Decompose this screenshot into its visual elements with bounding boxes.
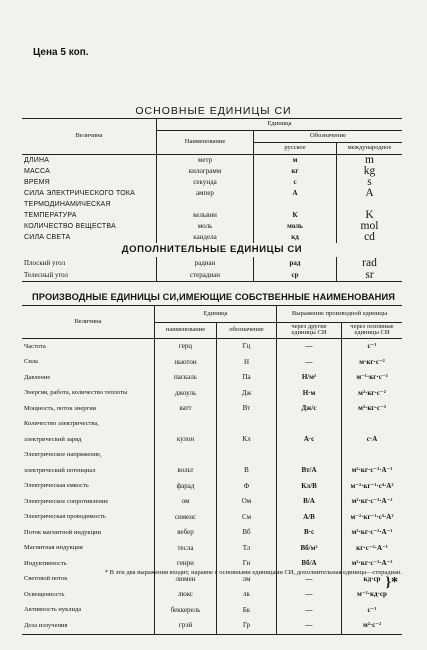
cell-international: cd <box>337 232 403 243</box>
cell-international: kg <box>337 166 403 177</box>
cell-quantity: Освещенность <box>24 590 65 598</box>
cell-quantity: Магнитная индукция <box>24 544 83 551</box>
cell-russian: ср <box>254 269 337 282</box>
table-row <box>22 618 402 634</box>
cell-name: моль <box>157 221 254 232</box>
cell-via-base: с⁻¹ <box>342 603 403 619</box>
table-row <box>22 510 402 526</box>
col-international: международное <box>337 143 403 155</box>
cell-international: rad <box>337 257 403 269</box>
cell-designation: Н <box>217 355 277 371</box>
cell-via-base: м²·кг·с⁻²·А⁻¹ <box>342 525 403 541</box>
cell-via-other: А/В <box>277 510 342 526</box>
cell-via-base: м²·кг·с⁻² <box>342 386 403 402</box>
col-via-base: через основные единицы СИ <box>342 322 403 339</box>
cell-quantity: СИЛА ЭЛЕКТРИЧЕСКОГО ТОКА <box>24 190 135 197</box>
cell-via-base: м·кг·с⁻² <box>342 355 403 371</box>
cell-quantity: электрический потенциал <box>24 466 96 474</box>
cell-name <box>155 417 217 433</box>
cell-name: ньютон <box>155 355 217 371</box>
col-unit: Единица <box>157 119 403 131</box>
cell-name <box>157 199 254 210</box>
table-row <box>22 448 402 464</box>
table-row <box>22 199 402 210</box>
cell-name: ампер <box>157 188 254 199</box>
table-row <box>22 432 402 448</box>
cell-russian: кд <box>254 232 337 243</box>
cell-quantity: ТЕРМОДИНАМИЧЕСКАЯ <box>24 201 111 208</box>
cell-designation: лк <box>217 587 277 603</box>
table-header-row <box>22 306 402 323</box>
cell-quantity: Плоский угол <box>24 258 66 267</box>
cell-via-other: Вб/А <box>277 556 342 572</box>
table-row <box>22 221 402 232</box>
cell-designation: Кл <box>217 432 277 448</box>
table-row <box>22 417 402 433</box>
cell-name: ом <box>155 494 217 510</box>
cell-name: вебер <box>155 525 217 541</box>
table-row <box>22 479 402 495</box>
cell-designation: Вт <box>217 401 277 417</box>
cell-via-other: Вб/м² <box>277 541 342 557</box>
cell-quantity: ДЛИНА <box>24 157 50 164</box>
cell-international: K <box>337 210 403 221</box>
cell-via-other: — <box>277 572 342 588</box>
cell-via-other: — <box>277 618 342 634</box>
cell-via-base: с·А <box>342 432 403 448</box>
table-row <box>22 257 402 269</box>
col-designation: Обозначение <box>254 131 403 143</box>
base-units-table <box>22 118 402 282</box>
table-row <box>22 463 402 479</box>
cell-designation: В <box>217 463 277 479</box>
cell-designation: Па <box>217 370 277 386</box>
cell-via-other: Н/м² <box>277 370 342 386</box>
cell-via-base: кд·ср }* <box>342 572 403 588</box>
cell-via-base: м⁻²·кг⁻¹·с⁴·А² <box>342 479 403 495</box>
table-row <box>22 210 402 221</box>
cell-international: m <box>337 155 403 167</box>
cell-via-base: м²·кг·с⁻³·А⁻² <box>342 494 403 510</box>
price-label: Цена 5 коп. <box>33 47 89 58</box>
cell-via-base <box>342 448 403 464</box>
col-russian: русское <box>254 143 337 155</box>
cell-designation: Гц <box>217 339 277 355</box>
cell-via-other: — <box>277 587 342 603</box>
cell-designation: Ом <box>217 494 277 510</box>
cell-name: джоуль <box>155 386 217 402</box>
cell-name: вольт <box>155 463 217 479</box>
cell-via-base: м²·кг·с⁻³ <box>342 401 403 417</box>
footnote: * В эти два выражения входит, наравне с основными единицами СИ, дополнительная единица—стерадиан. <box>104 569 402 576</box>
table-row <box>22 370 402 386</box>
cell-name: сименс <box>155 510 217 526</box>
cell-quantity: Электрическое напряжение, <box>24 451 102 458</box>
cell-name: фарад <box>155 479 217 495</box>
cell-name: люкс <box>155 587 217 603</box>
cell-quantity: Световой поток <box>24 575 68 582</box>
col-unit: Единица <box>155 306 277 323</box>
cell-russian: А <box>254 188 337 199</box>
cell-name: ватт <box>155 401 217 417</box>
cell-via-other: — <box>277 603 342 619</box>
cell-via-base: кг·с⁻²·А⁻¹ <box>342 541 403 557</box>
cell-via-base: м⁻²·кг⁻¹·с³·А² <box>342 510 403 526</box>
cell-via-base: м²·кг·с⁻³·А⁻¹ <box>342 463 403 479</box>
table-header-row <box>22 119 402 131</box>
col-expression: Выражение производной единицы <box>277 306 403 323</box>
cell-quantity: Частота <box>24 342 46 350</box>
cell-name <box>155 448 217 464</box>
cell-name: паскаль <box>155 370 217 386</box>
cell-designation: Гн <box>217 556 277 572</box>
table-row <box>22 541 402 557</box>
cell-via-base: м²·кг·с⁻²·А⁻² <box>342 556 403 572</box>
cell-via-other: — <box>277 355 342 371</box>
cell-via-other: — <box>277 339 342 355</box>
cell-via-other: Вт/А <box>277 463 342 479</box>
cell-via-base: м⁻²·кд·ср <box>342 587 403 603</box>
cell-designation: Бк <box>217 603 277 619</box>
cell-name: беккерель <box>155 603 217 619</box>
table-row <box>22 401 402 417</box>
cell-quantity: ВРЕМЯ <box>24 179 50 186</box>
cell-via-base: м²·с⁻² <box>342 618 403 634</box>
cell-via-other: Дж/с <box>277 401 342 417</box>
footnote-brace-mark: }* <box>385 574 398 590</box>
cell-quantity: Количество электричества, <box>24 420 99 427</box>
cell-designation <box>217 417 277 433</box>
cell-name: метр <box>157 155 254 167</box>
cell-designation: Ф <box>217 479 277 495</box>
supplementary-units-title: ДОПОЛНИТЕЛЬНЫЕ ЕДИНИЦЫ СИ <box>121 244 303 256</box>
cell-quantity: МАССА <box>24 168 50 175</box>
cell-quantity: Давление <box>24 373 51 381</box>
cell-designation: лм <box>217 572 277 588</box>
cell-via-base: с⁻¹ <box>342 339 403 355</box>
cell-via-other: А·с <box>277 432 342 448</box>
cell-quantity: Энергия, работа, количество теплоты <box>24 389 128 396</box>
cell-russian <box>254 199 337 210</box>
col-name: наименование <box>155 322 217 339</box>
cell-international: s <box>337 177 403 188</box>
derived-units-table <box>22 305 402 635</box>
cell-name: стерадиан <box>157 269 254 282</box>
cell-via-other: В·с <box>277 525 342 541</box>
col-quantity: Величина <box>74 317 102 325</box>
table-row <box>22 166 402 177</box>
col-designation: обозначение <box>217 322 277 339</box>
cell-quantity: Электрическое сопротивление <box>24 497 109 505</box>
cell-russian: моль <box>254 221 337 232</box>
cell-quantity: Поток магнитной индукции <box>24 528 102 536</box>
base-units-title: ОСНОВНЫЕ ЕДИНИЦЫ СИ <box>135 105 292 117</box>
cell-international: A <box>337 188 403 199</box>
cell-name: генри <box>155 556 217 572</box>
cell-designation: Вб <box>217 525 277 541</box>
cell-russian: рад <box>254 257 337 269</box>
cell-name: кулон <box>155 432 217 448</box>
cell-quantity: электрический заряд <box>24 435 82 443</box>
cell-quantity: Доза излучения <box>24 621 68 629</box>
cell-via-other: Кл/В <box>277 479 342 495</box>
cell-quantity: Телесный угол <box>24 270 69 279</box>
cell-via-other <box>277 417 342 433</box>
cell-via-other: В/А <box>277 494 342 510</box>
cell-russian: с <box>254 177 337 188</box>
cell-quantity: Электрическая емкость <box>24 482 89 489</box>
cell-name: герц <box>155 339 217 355</box>
table-row <box>22 155 402 167</box>
table-row <box>22 603 402 619</box>
cell-russian: кг <box>254 166 337 177</box>
cell-designation: Дж <box>217 386 277 402</box>
table-row <box>22 587 402 603</box>
table-row <box>22 494 402 510</box>
cell-designation: Тл <box>217 541 277 557</box>
cell-designation <box>217 448 277 464</box>
cell-via-other <box>277 448 342 464</box>
cell-quantity: КОЛИЧЕСТВО ВЕЩЕСТВА <box>24 223 116 230</box>
cell-designation: Гр <box>217 618 277 634</box>
table-row <box>22 243 402 257</box>
col-quantity: Величина <box>75 132 103 140</box>
cell-name: тесла <box>155 541 217 557</box>
cell-quantity: Индуктивность <box>24 559 67 567</box>
cell-russian: м <box>254 155 337 167</box>
cell-quantity: Электрическая проводимость <box>24 513 106 520</box>
cell-international: sr <box>337 269 403 282</box>
cell-name: кандела <box>157 232 254 243</box>
table-row <box>22 177 402 188</box>
cell-name: кельвин <box>157 210 254 221</box>
cell-via-base: м⁻¹·кг·с⁻² <box>342 370 403 386</box>
cell-name: радиан <box>157 257 254 269</box>
table-row <box>22 355 402 371</box>
cell-quantity: СИЛА СВЕТА <box>24 234 71 241</box>
cell-via-other: Н·м <box>277 386 342 402</box>
cell-quantity: Сила <box>24 358 38 365</box>
cell-international: mol <box>337 221 403 232</box>
table-row <box>22 525 402 541</box>
derived-units-title: ПРОИЗВОДНЫЕ ЕДИНИЦЫ СИ,ИМЕЮЩИЕ СОБСТВЕННЫЕ НАИМЕНОВАНИЯ <box>31 292 396 302</box>
table-row <box>22 386 402 402</box>
table-row <box>22 269 402 282</box>
cell-name: люмен <box>155 572 217 588</box>
cell-via-base <box>342 417 403 433</box>
cell-name: секунда <box>157 177 254 188</box>
cell-quantity: Активность нуклида <box>24 606 82 613</box>
cell-designation: См <box>217 510 277 526</box>
cell-name: килограмм <box>157 166 254 177</box>
table-row <box>22 188 402 199</box>
cell-name: грэй <box>155 618 217 634</box>
col-name: Наименование <box>157 131 254 155</box>
cell-quantity: Мощность, поток энергии <box>24 404 97 412</box>
cell-quantity: ТЕМПЕРАТУРА <box>24 212 77 219</box>
col-via-other: через другие единицы СИ <box>277 322 342 339</box>
cell-russian: К <box>254 210 337 221</box>
table-row <box>22 232 402 243</box>
table-row <box>22 339 402 355</box>
